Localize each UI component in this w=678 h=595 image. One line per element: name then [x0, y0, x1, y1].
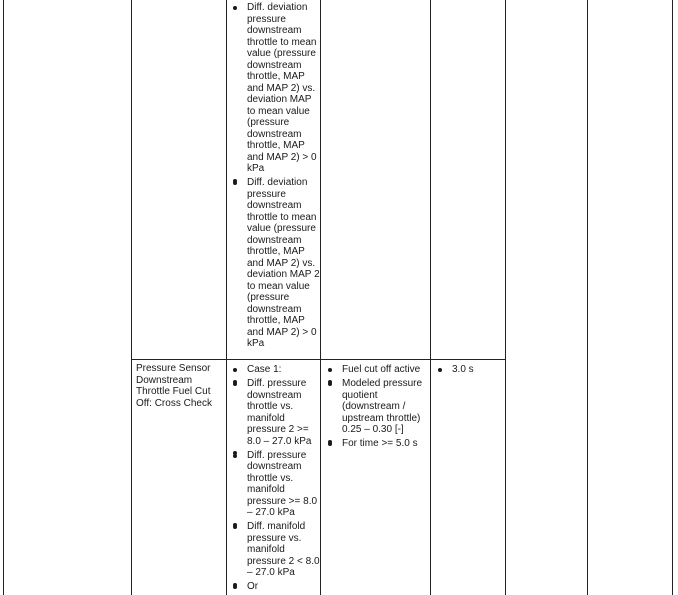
column-divider-6: [587, 0, 588, 595]
list-item: Diff. manifold pressure vs. manifold pressure 2 < 8.0 – 27.0 kPa: [229, 521, 321, 579]
table-border-right: [672, 0, 673, 595]
column-divider-2: [226, 0, 227, 595]
list-item: Diff. deviation pressure downstream throttle to mean value (pressure downstream throttle, MAP and MAP 2) vs. deviation MAP to mean value (pressure downstream throttle, MAP and MAP 2) > 0 kPa: [229, 2, 321, 175]
row-divider: [131, 359, 506, 360]
time-required-cell: [434, 364, 504, 376]
upper-row-conditions-list: [229, 2, 321, 350]
enable-conditions-cell: [324, 364, 428, 450]
list-item: Case 1:: [229, 364, 321, 376]
table-border-left: [3, 0, 4, 595]
list-item: 3.0 s: [434, 364, 504, 376]
list-item: For time >= 5.0 s: [324, 438, 428, 450]
malfunction-criteria-list: [229, 364, 321, 593]
list-item: Diff. pressure downstream throttle vs. manifold pressure 2 >= 8.0 – 27.0 kPa: [229, 378, 321, 447]
monitor-name-cell: [135, 363, 224, 409]
malfunction-criteria-cell: [229, 364, 321, 593]
list-item: Or: [229, 581, 321, 593]
list-item: Fuel cut off active: [324, 364, 428, 376]
column-divider-1: [131, 0, 132, 595]
list-item: Diff. deviation pressure downstream throttle to mean value (pressure downstream throttle, MAP and MAP 2) vs. deviation MAP 2 to mean value (pressure downstream throttle, MAP and MAP 2) > 0 kPa: [229, 177, 321, 350]
time-required-list: [434, 364, 504, 376]
list-item: Modeled pressure quotient (downstream / upstream throttle) 0.25 – 0.30 [-]: [324, 378, 428, 436]
enable-conditions-list: [324, 364, 428, 450]
column-divider-4: [430, 0, 431, 595]
list-item: Diff. pressure downstream throttle vs. manifold pressure >= 8.0 – 27.0 kPa: [229, 450, 321, 519]
column-divider-5: [505, 0, 506, 595]
monitor-name: Pressure Sensor Downstream Throttle Fuel Cut Off: Cross Check: [136, 363, 212, 409]
upper-row-conditions-cell: [229, 2, 321, 350]
